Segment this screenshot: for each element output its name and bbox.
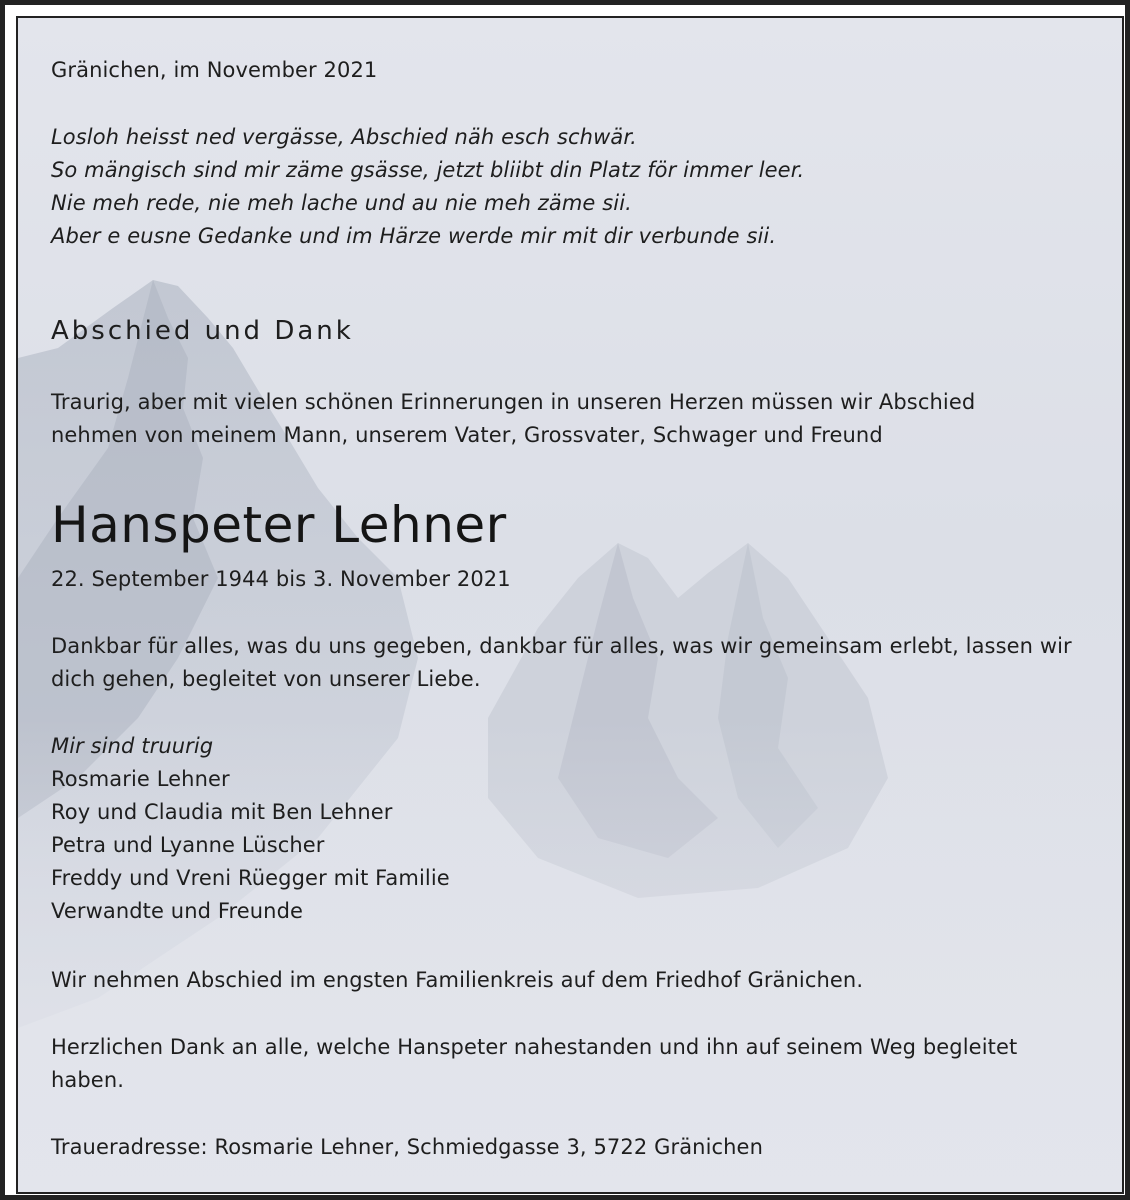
poem-line: So mängisch sind mir zäme gsässe, jetzt bliibt din Platz för immer leer. [51,158,805,182]
poem-line: Aber e eusne Gedanke und im Härze werde mir mit dir verbunde sii. [51,224,777,248]
gratitude-text: Dankbar für alles, was du uns gegeben, dankbar für alles, was wir gemeinsam erlebt, lassen wir dich gehen, begleitet von unserer Liebe. [51,634,1072,691]
intro-text: Traurig, aber mit vielen schönen Erinnerungen in unseren Herzen müssen wir Abschied nehmen von meinem Mann, unserem Vater, Grossvater, Schwager und Freund [51,390,976,447]
mourning-address: Traueradresse: Rosmarie Lehner, Schmiedgasse 3, 5722 Gränichen [51,1135,763,1159]
poem-line: Losloh heisst ned vergässe, Abschied näh esch schwär. [51,125,637,149]
section-heading: Abschied und Dank [51,316,354,346]
mourners-list [51,730,450,928]
life-dates: 22. September 1944 bis 3. November 2021 [51,567,511,591]
mourner-name: Rosmarie Lehner [51,767,230,791]
mourner-name: Freddy und Vreni Rüegger mit Familie [51,866,450,890]
thanks-note: Herzlichen Dank an alle, welche Hanspeter nahestanden und ihn auf seinem Weg begleitet haben. [51,1035,1018,1092]
mourner-name: Petra und Lyanne Lüscher [51,833,325,857]
funeral-note: Wir nehmen Abschied im engsten Familienkreis auf dem Friedhof Gränichen. [51,968,864,992]
mourners-title: Mir sind truurig [51,734,214,758]
deceased-name: Hanspeter Lehner [51,496,507,554]
poem [51,121,804,253]
mourner-name: Roy und Claudia mit Ben Lehner [51,800,393,824]
notice-panel [16,16,1124,1194]
poem-line: Nie meh rede, nie meh lache und au nie meh zäme sii. [51,191,632,215]
mourner-name: Verwandte und Freunde [51,899,304,923]
place-date: Gränichen, im November 2021 [51,58,378,82]
